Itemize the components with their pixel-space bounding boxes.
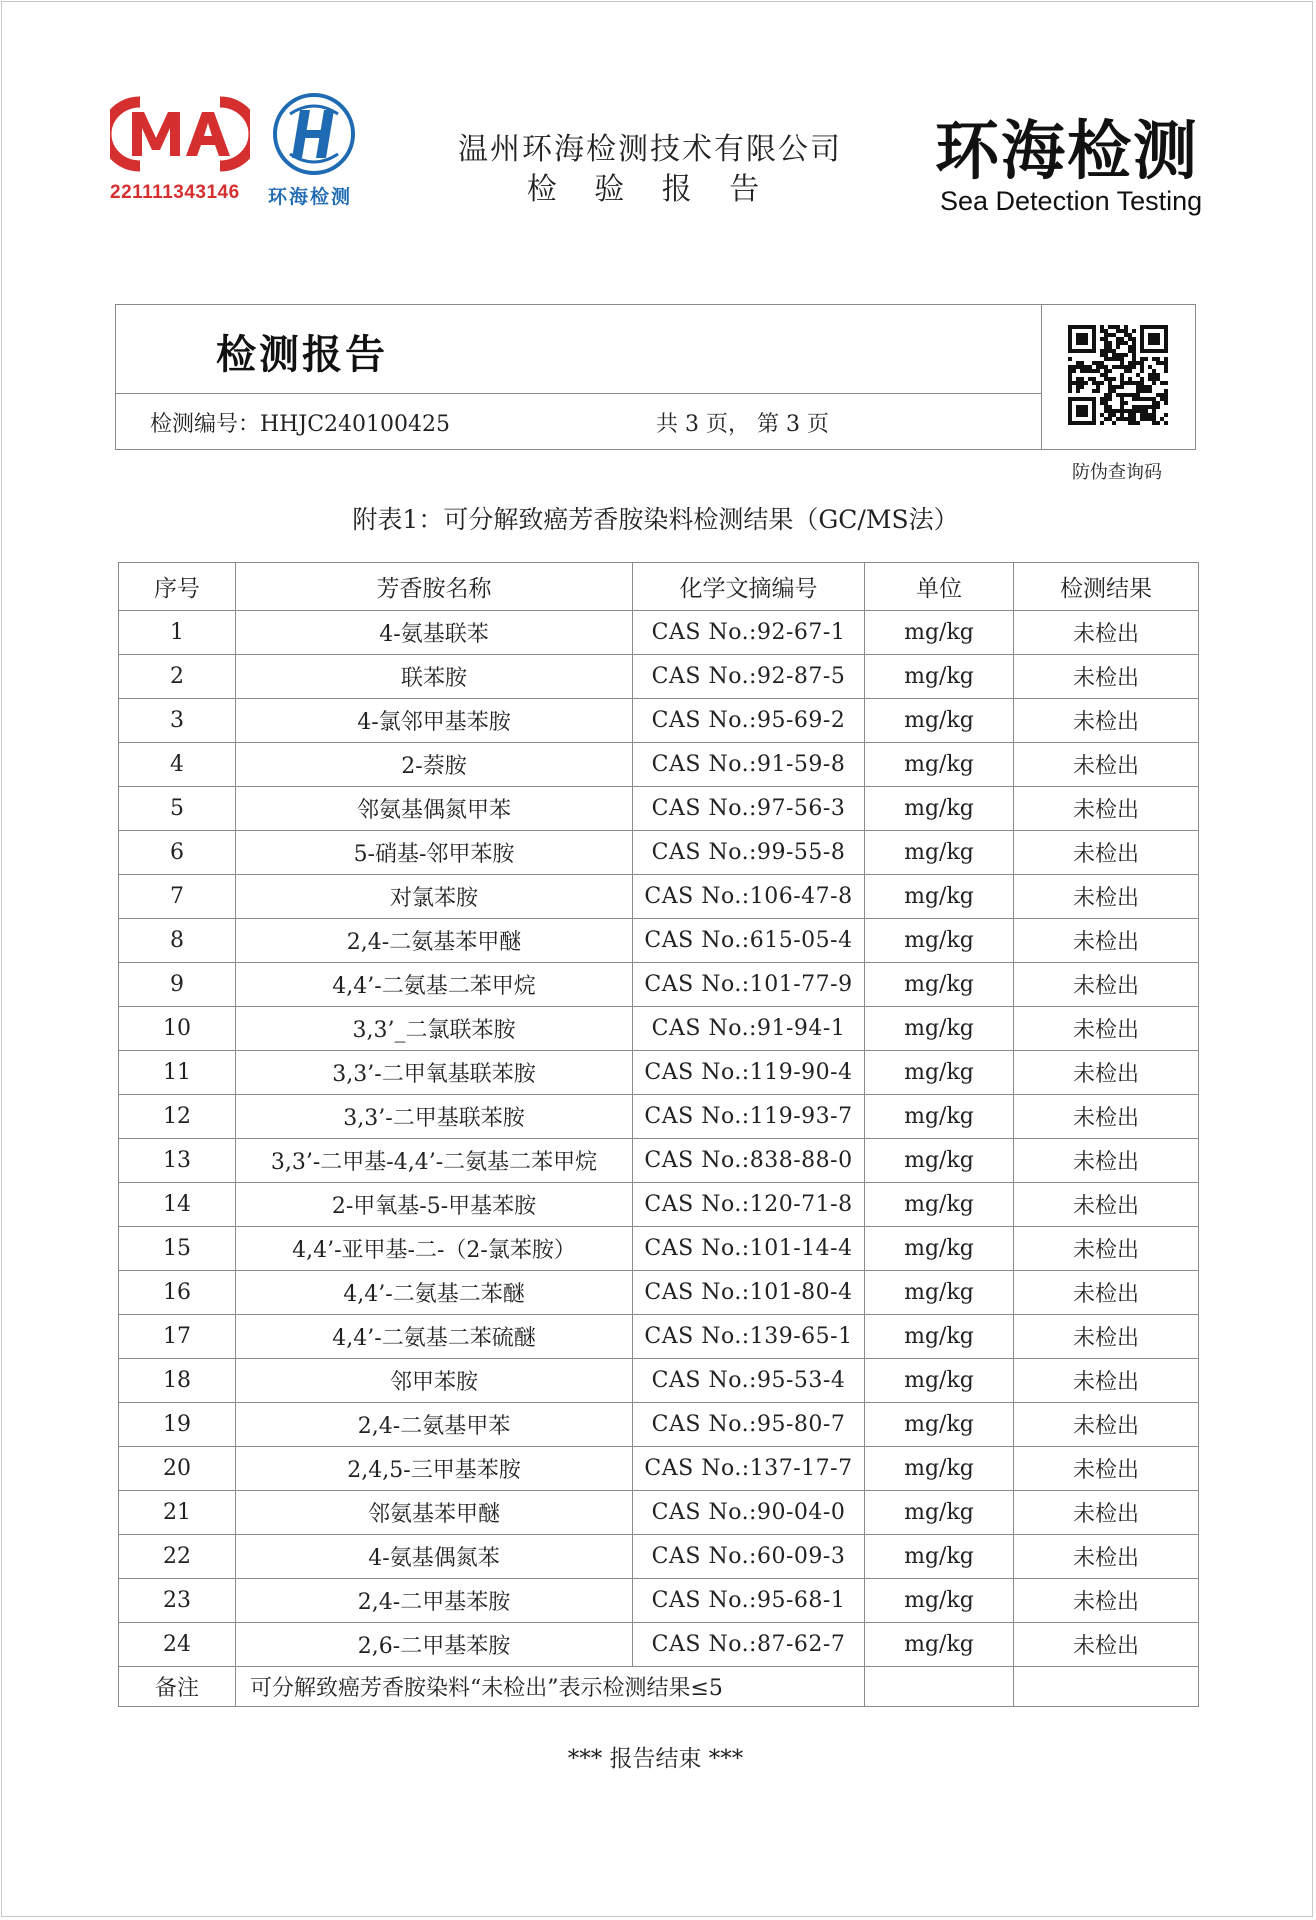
unit: mg/kg — [865, 743, 1014, 787]
test-result: 未检出 — [1014, 1271, 1199, 1315]
note-empty-cell — [865, 1667, 1014, 1707]
cas-number: CAS No.:101-14-4 — [633, 1227, 865, 1271]
row-number: 15 — [119, 1227, 236, 1271]
unit: mg/kg — [865, 1271, 1014, 1315]
cas-number: CAS No.:60-09-3 — [633, 1535, 865, 1579]
report-end: *** 报告结束 *** — [567, 1746, 744, 1772]
unit: mg/kg — [865, 1535, 1014, 1579]
test-result: 未检出 — [1014, 875, 1199, 919]
cas-number: CAS No.:137-17-7 — [633, 1447, 865, 1491]
table-row — [119, 699, 1199, 743]
test-result: 未检出 — [1014, 1579, 1199, 1623]
huanhai-logo-text: 环海检测 — [268, 186, 353, 208]
cas-number: CAS No.:90-04-0 — [633, 1491, 865, 1535]
test-result: 未检出 — [1014, 1051, 1199, 1095]
amine-name: 4,4’-亚甲基-二-（2-氯苯胺） — [236, 1227, 633, 1271]
cas-number: CAS No.:119-90-4 — [633, 1051, 865, 1095]
amine-name: 4,4’-二氨基二苯醚 — [236, 1271, 633, 1315]
amine-name: 3,3’_二氯联苯胺 — [236, 1007, 633, 1051]
unit: mg/kg — [865, 1095, 1014, 1139]
row-number: 24 — [119, 1623, 236, 1667]
table-row — [119, 1007, 1199, 1051]
amine-name: 4-氨基偶氮苯 — [236, 1535, 633, 1579]
row-number: 20 — [119, 1447, 236, 1491]
test-result: 未检出 — [1014, 919, 1199, 963]
unit: mg/kg — [865, 1359, 1014, 1403]
row-number: 1 — [119, 611, 236, 655]
test-result: 未检出 — [1014, 1183, 1199, 1227]
unit: mg/kg — [865, 1579, 1014, 1623]
header-unit: 单位 — [865, 563, 1014, 611]
table-row — [119, 1271, 1199, 1315]
table-row — [119, 611, 1199, 655]
cas-number: CAS No.:101-80-4 — [633, 1271, 865, 1315]
qr-code-icon[interactable] — [1068, 325, 1168, 425]
unit: mg/kg — [865, 1227, 1014, 1271]
test-result: 未检出 — [1014, 1007, 1199, 1051]
table-row — [119, 1579, 1199, 1623]
test-result: 未检出 — [1014, 1403, 1199, 1447]
cas-number: CAS No.:92-67-1 — [633, 611, 865, 655]
amine-name: 4,4’-二氨基二苯甲烷 — [236, 963, 633, 1007]
test-result: 未检出 — [1014, 787, 1199, 831]
unit: mg/kg — [865, 1447, 1014, 1491]
amine-name: 邻氨基苯甲醚 — [236, 1491, 633, 1535]
test-result: 未检出 — [1014, 1315, 1199, 1359]
test-result: 未检出 — [1014, 831, 1199, 875]
unit: mg/kg — [865, 1139, 1014, 1183]
table-row — [119, 1447, 1199, 1491]
row-number: 7 — [119, 875, 236, 919]
table-row — [119, 963, 1199, 1007]
unit: mg/kg — [865, 655, 1014, 699]
test-result: 未检出 — [1014, 1447, 1199, 1491]
cas-number: CAS No.:119-93-7 — [633, 1095, 865, 1139]
row-number: 12 — [119, 1095, 236, 1139]
note-label: 备注 — [119, 1667, 236, 1707]
divider — [1041, 305, 1042, 449]
table-row — [119, 1183, 1199, 1227]
amine-name: 2,4-二氨基苯甲醚 — [236, 919, 633, 963]
row-number: 22 — [119, 1535, 236, 1579]
amine-name: 3,3’-二甲氧基联苯胺 — [236, 1051, 633, 1095]
header-cas: 化学文摘编号 — [633, 563, 865, 611]
cas-number: CAS No.:139-65-1 — [633, 1315, 865, 1359]
cas-number: CAS No.:106-47-8 — [633, 875, 865, 919]
note-empty-cell — [1014, 1667, 1199, 1707]
page-count: 共 3 页， 第 3 页 — [656, 412, 829, 437]
table-row — [119, 1227, 1199, 1271]
row-number: 5 — [119, 787, 236, 831]
unit: mg/kg — [865, 963, 1014, 1007]
test-result: 未检出 — [1014, 743, 1199, 787]
table-row — [119, 919, 1199, 963]
table-row — [119, 1491, 1199, 1535]
unit: mg/kg — [865, 1623, 1014, 1667]
test-result: 未检出 — [1014, 963, 1199, 1007]
unit: mg/kg — [865, 919, 1014, 963]
unit: mg/kg — [865, 699, 1014, 743]
cas-number: CAS No.:838-88-0 — [633, 1139, 865, 1183]
cas-number: CAS No.:615-05-4 — [633, 919, 865, 963]
amine-name: 2,6-二甲基苯胺 — [236, 1623, 633, 1667]
cas-number: CAS No.:95-69-2 — [633, 699, 865, 743]
amine-name: 邻氨基偶氮甲苯 — [236, 787, 633, 831]
header-name: 芳香胺名称 — [236, 563, 633, 611]
row-number: 17 — [119, 1315, 236, 1359]
row-number: 18 — [119, 1359, 236, 1403]
row-number: 10 — [119, 1007, 236, 1051]
row-number: 23 — [119, 1579, 236, 1623]
cas-number: CAS No.:87-62-7 — [633, 1623, 865, 1667]
cas-number: CAS No.:95-80-7 — [633, 1403, 865, 1447]
unit: mg/kg — [865, 611, 1014, 655]
table-row — [119, 1095, 1199, 1139]
test-result: 未检出 — [1014, 699, 1199, 743]
report-type: 检 验 报 告 — [526, 172, 774, 207]
amine-name: 对氯苯胺 — [236, 875, 633, 919]
amine-name: 2,4-二氨基甲苯 — [236, 1403, 633, 1447]
header-no: 序号 — [119, 563, 236, 611]
unit: mg/kg — [865, 1183, 1014, 1227]
row-number: 6 — [119, 831, 236, 875]
row-number: 11 — [119, 1051, 236, 1095]
unit: mg/kg — [865, 1315, 1014, 1359]
amine-name: 4-氨基联苯 — [236, 611, 633, 655]
company-name: 温州环海检测技术有限公司 — [458, 132, 842, 167]
qr-caption: 防伪查询码 — [1072, 462, 1162, 483]
table-row — [119, 1139, 1199, 1183]
unit: mg/kg — [865, 1403, 1014, 1447]
row-number: 4 — [119, 743, 236, 787]
row-number: 9 — [119, 963, 236, 1007]
amine-name: 联苯胺 — [236, 655, 633, 699]
cas-number: CAS No.:97-56-3 — [633, 787, 865, 831]
cas-number: CAS No.:99-55-8 — [633, 831, 865, 875]
note-row — [119, 1667, 1199, 1707]
cma-number: 221111343146 — [110, 182, 240, 203]
table-row — [119, 1403, 1199, 1447]
test-result: 未检出 — [1014, 611, 1199, 655]
test-result: 未检出 — [1014, 1227, 1199, 1271]
cas-number: CAS No.:95-53-4 — [633, 1359, 865, 1403]
unit: mg/kg — [865, 875, 1014, 919]
test-result: 未检出 — [1014, 655, 1199, 699]
amine-name: 3,3’-二甲基-4,4’-二氨基二苯甲烷 — [236, 1139, 633, 1183]
unit: mg/kg — [865, 787, 1014, 831]
test-result: 未检出 — [1014, 1535, 1199, 1579]
row-number: 19 — [119, 1403, 236, 1447]
table-row — [119, 787, 1199, 831]
cma-logo — [110, 94, 250, 174]
report-info-box — [115, 304, 1196, 450]
cas-number: CAS No.:120-71-8 — [633, 1183, 865, 1227]
table-row — [119, 655, 1199, 699]
cas-number: CAS No.:91-94-1 — [633, 1007, 865, 1051]
amine-name: 3,3’-二甲基联苯胺 — [236, 1095, 633, 1139]
amine-name: 2-甲氧基-5-甲基苯胺 — [236, 1183, 633, 1227]
huanhai-logo — [272, 92, 356, 176]
cas-number: CAS No.:91-59-8 — [633, 743, 865, 787]
table-row — [119, 1623, 1199, 1667]
table-row — [119, 1359, 1199, 1403]
row-number: 2 — [119, 655, 236, 699]
cas-number: CAS No.:95-68-1 — [633, 1579, 865, 1623]
row-number: 3 — [119, 699, 236, 743]
table-row — [119, 743, 1199, 787]
cas-number: CAS No.:101-77-9 — [633, 963, 865, 1007]
table-row — [119, 1051, 1199, 1095]
header-result: 检测结果 — [1014, 563, 1199, 611]
row-number: 21 — [119, 1491, 236, 1535]
table-row — [119, 1535, 1199, 1579]
table-row — [119, 1315, 1199, 1359]
table-title: 附表1：可分解致癌芳香胺染料检测结果（GC/MS法） — [352, 505, 959, 534]
cas-number: CAS No.:92-87-5 — [633, 655, 865, 699]
report-title: 检测报告 — [216, 332, 388, 378]
row-number: 14 — [119, 1183, 236, 1227]
amine-name: 5-硝基-邻甲苯胺 — [236, 831, 633, 875]
note-text: 可分解致癌芳香胺染料“未检出”表示检测结果≤5 — [236, 1667, 865, 1707]
test-result: 未检出 — [1014, 1623, 1199, 1667]
table-row — [119, 875, 1199, 919]
amine-name: 2,4,5-三甲基苯胺 — [236, 1447, 633, 1491]
report-number: 检测编号：HHJC240100425 — [150, 412, 450, 437]
table-body — [119, 611, 1199, 1667]
test-result: 未检出 — [1014, 1359, 1199, 1403]
test-result: 未检出 — [1014, 1095, 1199, 1139]
table-row — [119, 831, 1199, 875]
amine-name: 邻甲苯胺 — [236, 1359, 633, 1403]
table-header-row — [119, 563, 1199, 611]
brand-name-cn: 环海检测 — [935, 115, 1199, 189]
divider — [116, 393, 1041, 394]
unit: mg/kg — [865, 1051, 1014, 1095]
unit: mg/kg — [865, 1491, 1014, 1535]
results-table — [118, 562, 1199, 1707]
row-number: 16 — [119, 1271, 236, 1315]
amine-name: 2-萘胺 — [236, 743, 633, 787]
test-result: 未检出 — [1014, 1139, 1199, 1183]
amine-name: 4,4’-二氨基二苯硫醚 — [236, 1315, 633, 1359]
brand-name-en: Sea Detection Testing — [940, 186, 1203, 216]
row-number: 13 — [119, 1139, 236, 1183]
test-result: 未检出 — [1014, 1491, 1199, 1535]
amine-name: 2,4-二甲基苯胺 — [236, 1579, 633, 1623]
amine-name: 4-氯邻甲基苯胺 — [236, 699, 633, 743]
unit: mg/kg — [865, 1007, 1014, 1051]
unit: mg/kg — [865, 831, 1014, 875]
row-number: 8 — [119, 919, 236, 963]
